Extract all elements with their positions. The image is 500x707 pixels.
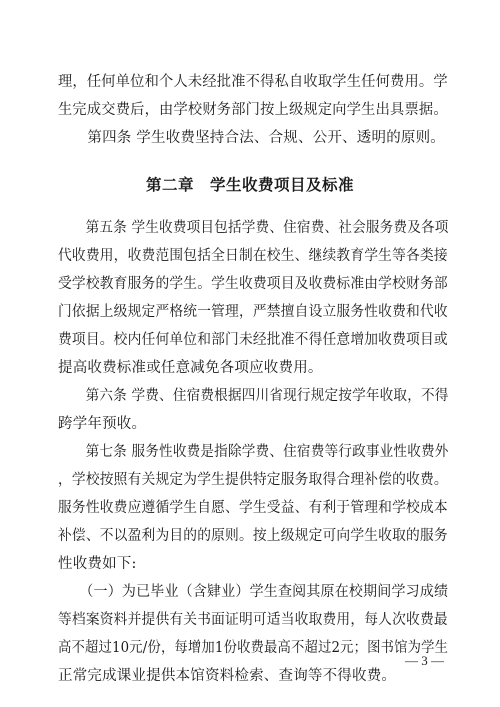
paragraph-line: 等档案资料并提供有关书面证明可适当收取费用，每人次收费最 (58, 612, 448, 628)
paragraph-line: 正常完成课业提供本馆资料检索、查询等不得收费。 (58, 668, 397, 684)
paragraph-line: 高不超过10元/份，每增加1份收费最高不超过2元；图书馆为学生 (58, 640, 449, 656)
chapter-heading: 第二章 学生收费项目及标准 (145, 176, 354, 194)
page-number: — 3 — (405, 653, 444, 668)
paragraph-line: 受学校教育服务的学生。学生收费项目及收费标准由学校财务部 (58, 276, 448, 292)
paragraph-line: 提高收费标准或任意减免各项应收费用。 (58, 360, 323, 376)
paragraph-line: 代收费用，收费范围包括全日制在校生、继续教育学生等各类接 (58, 248, 448, 264)
paragraph-line: 费项目。校内任何单位和部门未经批准不得任意增加收费项目或 (58, 332, 448, 348)
paragraph-line: 生完成交费后，由学校财务部门按上级规定向学生出具票据。 (58, 102, 448, 118)
paragraph-line: 门依据上级规定严格统一管理，严禁擅自设立服务性收费和代收 (58, 304, 448, 320)
paragraph-line: ，学校按照有关规定为学生提供特定服务取得合理补偿的收费。 (58, 472, 448, 488)
paragraph-line: 补偿、不以盈利为目的的原则。按上级规定可向学生收取的服务 (58, 528, 448, 544)
paragraph-line: 第四条 学生收费坚持合法、合规、公开、透明的原则。 (58, 130, 446, 146)
paragraph-line: 第五条 学生收费项目包括学费、住宿费、社会服务费及各项 (58, 220, 449, 236)
paragraph-line: 第七条 服务性收费是指除学费、住宿费等行政事业性收费外 (58, 444, 449, 460)
paragraph-line: 理，任何单位和个人未经批准不得私自收取学生任何费用。学 (58, 74, 448, 90)
paragraph-line: 跨学年预收。 (58, 416, 147, 432)
paragraph-line: （一）为已毕业（含肄业）学生查阅其原在校期间学习成绩 (58, 584, 449, 600)
paragraph-line: 服务性收费应遵循学生自愿、学生受益、有利于管理和学校成本 (58, 500, 448, 516)
paragraph-line: 性收费如下: (58, 556, 137, 572)
paragraph-line: 第六条 学费、住宿费根据四川省现行规定按学年收取，不得 (58, 388, 449, 404)
